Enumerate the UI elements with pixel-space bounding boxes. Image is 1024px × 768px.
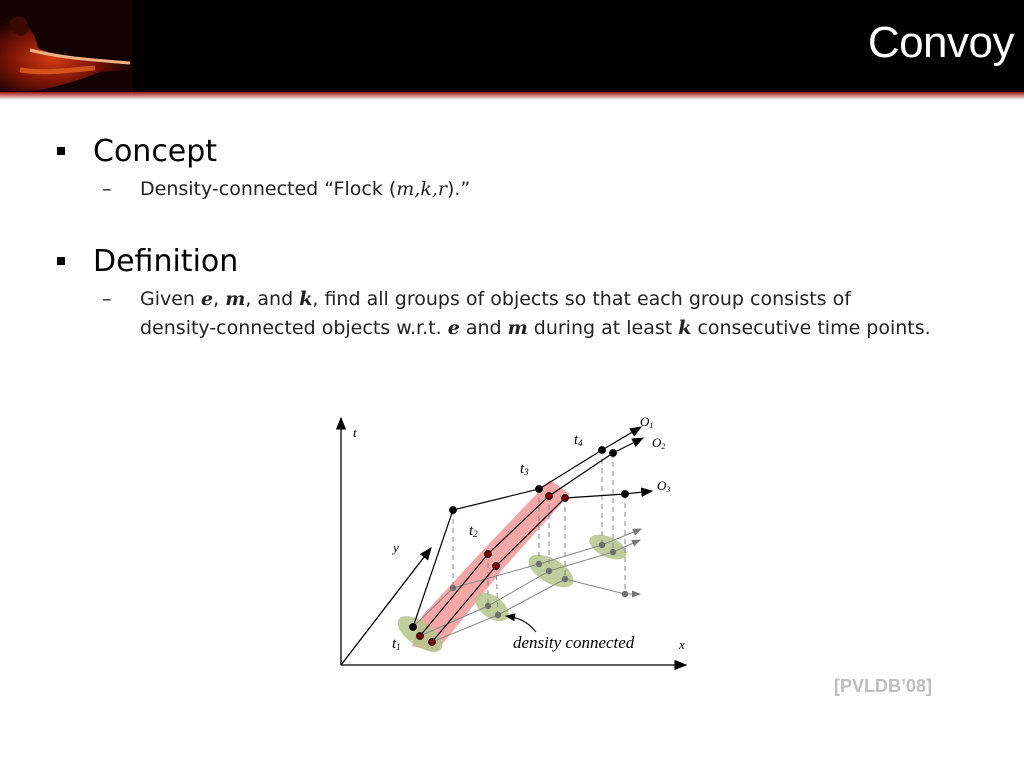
flock-params: m,k,r	[396, 178, 447, 200]
dash-icon: –	[102, 178, 112, 200]
bullet-square-icon	[57, 147, 65, 155]
concept-subpoint-text: Density-connected “Flock (m,k,r).”	[140, 178, 471, 200]
concept-heading: Concept	[93, 134, 218, 169]
y-axis-label: y	[393, 540, 399, 555]
time-label-t1: t1	[392, 636, 401, 652]
object-label-o2: O2	[652, 435, 666, 451]
header-rule	[0, 92, 1024, 100]
time-label-t4: t4	[574, 432, 583, 448]
x-axis-label: x	[679, 637, 685, 652]
object-label-o3: O3	[657, 478, 671, 494]
density-connected-annotation: density connected	[513, 633, 635, 652]
annotation-arrow	[506, 616, 536, 632]
slide-header	[0, 0, 1024, 92]
dash-icon: –	[102, 288, 112, 310]
y-axis	[341, 548, 431, 665]
slide-title: Convoy	[867, 18, 1014, 67]
bullet-square-icon	[57, 257, 65, 265]
citation: [PVLDB’08]	[834, 676, 933, 696]
t-axis-label: t	[353, 425, 357, 440]
time-label-t3: t3	[520, 461, 529, 477]
convoy-diagram	[330, 410, 700, 675]
time-label-t2: t2	[469, 523, 478, 539]
header-dancer-image	[0, 0, 133, 92]
definition-subpoint-text: Given e, m, and k, find all groups of objects so that each group consists of density-connected objects w.r.t. e and m during at least k consecutive time points.	[140, 288, 931, 339]
definition-heading: Definition	[93, 244, 239, 279]
object-label-o1: O1	[640, 414, 654, 430]
